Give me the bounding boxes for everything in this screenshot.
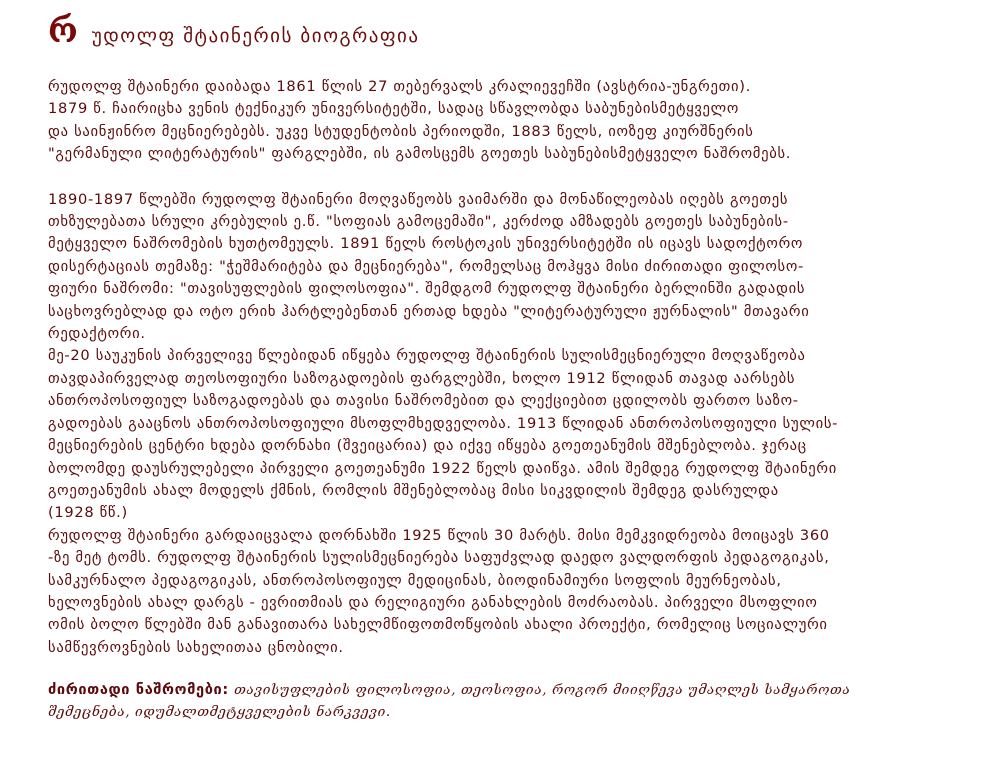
text-line: მე-20 საუკუნის პირველივე წლებიდან იწყება რუდოლფ შტაინერის სულისმეცნიერული მოღვაწეობა (48, 347, 806, 365)
title-initial-letter: რ (48, 11, 78, 51)
text-line: ფიური ნაშრომი: "თავისუფლების ფილოსოფია". შემდგომ რუდოლფ შტაინერი ბერლინში გადადის (48, 280, 806, 298)
paragraph-death-legacy (48, 525, 978, 659)
text-line: ბოლომდე დაუსრულებელი პირველი გოეთეანუმი 1922 წელს დაიწვა. ამის შემდეგ რუდოლფ შტაინერი (48, 459, 837, 477)
text-line: 1879 წ. ჩაირიცხა ვენის ტექნიკურ უნივერსიტეტში, სადაც სწავლობდა საბუნებისმეტყველო (48, 100, 740, 118)
main-works-list: თავისუფლების ფილოსოფია, თეოსოფია, როგორ მიიღწევა უმაღლეს სამყაროთა (234, 682, 851, 699)
main-works-line (48, 679, 978, 701)
text-line: და საინჟინრო მეცნიერებებს. უკვე სტუდენტობის პერიოდში, 1883 წელს, იოზეფ კიურშნერის (48, 122, 754, 140)
text-line: "გერმანული ლიტერატურის" ფარგლებში, ის გამოსცემს გოეთეს საბუნებისმეტყველო ნაშრომებს. (48, 145, 792, 163)
text-line: საცხოვრებლად და ოტო ერიხ ჰარტლებენთან ერთად ხდება "ლიტერატურული ჟურნალის" მთავარი (48, 302, 810, 320)
paragraph-birth (48, 76, 978, 166)
text-line: დისერტაციას თემაზე: "ჭეშმარიტება და მეცნიერება", რომელსაც მოჰყვა მისი ძირითადი ფილოსო- (48, 257, 805, 275)
text-line: (1928 წწ.) (48, 504, 128, 522)
text-line: თავდაპირველად თეოსოფიური საზოგადოების ფარგლებში, ხოლო 1912 წლიდან თავად აარსებს (48, 369, 796, 387)
text-line: ხელოვნების ახალ დარგს - ევრითმიას და რელიგიური განახლების მოძრაობას. პირველი მსოფლიო (48, 593, 818, 611)
main-works-list-continued: შემეცნება, იდუმალთმეტყველების ნარკვევი. (48, 704, 391, 721)
text-line: გოეთეანუმის ახალ მოდელს ქმნის, რომლის მშენებლობაც მისი სიკვდილის შემდეგ დასრულდა (48, 481, 779, 499)
text-line: -ზე მეტ ტომს. რუდოლფ შტაინერის სულისმეცნიერება საფუძვლად დაედო ვალდორფის პედაგოგიკას, (48, 549, 830, 567)
text-line: ანთროპოსოფიულ საზოგადოებას და თავისი ნაშრომებით და ლექციებით ცდილობს ფართო საზო- (48, 392, 799, 410)
text-line: სამწევროვნების სახელითაა ცნობილი. (48, 638, 344, 656)
text-line: თხზულებათა სრული კრებულის ე.წ. "სოფიას გამოცემაში", კერძოდ ამზადებს გოეთეს საბუნების- (48, 213, 789, 231)
page-title (48, 11, 978, 51)
text-line: სამკურნალო პედაგოგიკას, ანთროპოსოფიულ მედიცინას, ბიოდინამიური სოფლის მეურნეობას, (48, 571, 782, 589)
text-line: გადოებას გააცნოს ანთროპოსოფიული მსოფლმხედველობა. 1913 წლიდან ანთროპოსოფიული სულის- (48, 414, 839, 432)
text-line: 1890-1897 წლებში რუდოლფ შტაინერი მოღვაწეობს ვაიმარში და მონაწილეობას იღებს გოეთეს (48, 190, 789, 208)
main-works-section (48, 679, 978, 723)
text-line: რუდოლფ შტაინერი გარდაიცვალა დორნახში 1925 წლის 30 მარტს. მისი მემკვიდრეობა მოიცავს 360 (48, 526, 830, 544)
text-line: ომის ბოლო წლებში მან განავითარა სახელმწიფოთმოწყობის ახალი პროექტი, რომელიც სოციალური (48, 616, 828, 634)
text-line: რუდოლფ შტაინერი დაიბადა 1861 წლის 27 თებერვალს კრალიევეჩში (ავსტრია-უნგრეთი). (48, 78, 751, 95)
text-line: მეცნიერების ცენტრი ხდება დორნახი (შვეიცარია) და იქვე იწყება გოეთეანუმის მშენებლობა. ჯერაც (48, 437, 807, 455)
paragraph-anthroposophy (48, 345, 978, 524)
paragraph-weimar (48, 189, 978, 346)
paragraph-spacer (48, 166, 978, 189)
text-line: მეტყველო ნაშრომების ხუთტომეულს. 1891 წელს როსტოკის უნივერსიტეტში ის იცავს სადოქტორო (48, 235, 804, 253)
title-text: უდოლფ შტაინერის ბიოგრაფია (91, 25, 420, 47)
text-line: რედაქტორი. (48, 325, 146, 343)
biography-page (48, 11, 978, 723)
main-works-label: ძირითადი ნაშრომები: (48, 681, 229, 699)
